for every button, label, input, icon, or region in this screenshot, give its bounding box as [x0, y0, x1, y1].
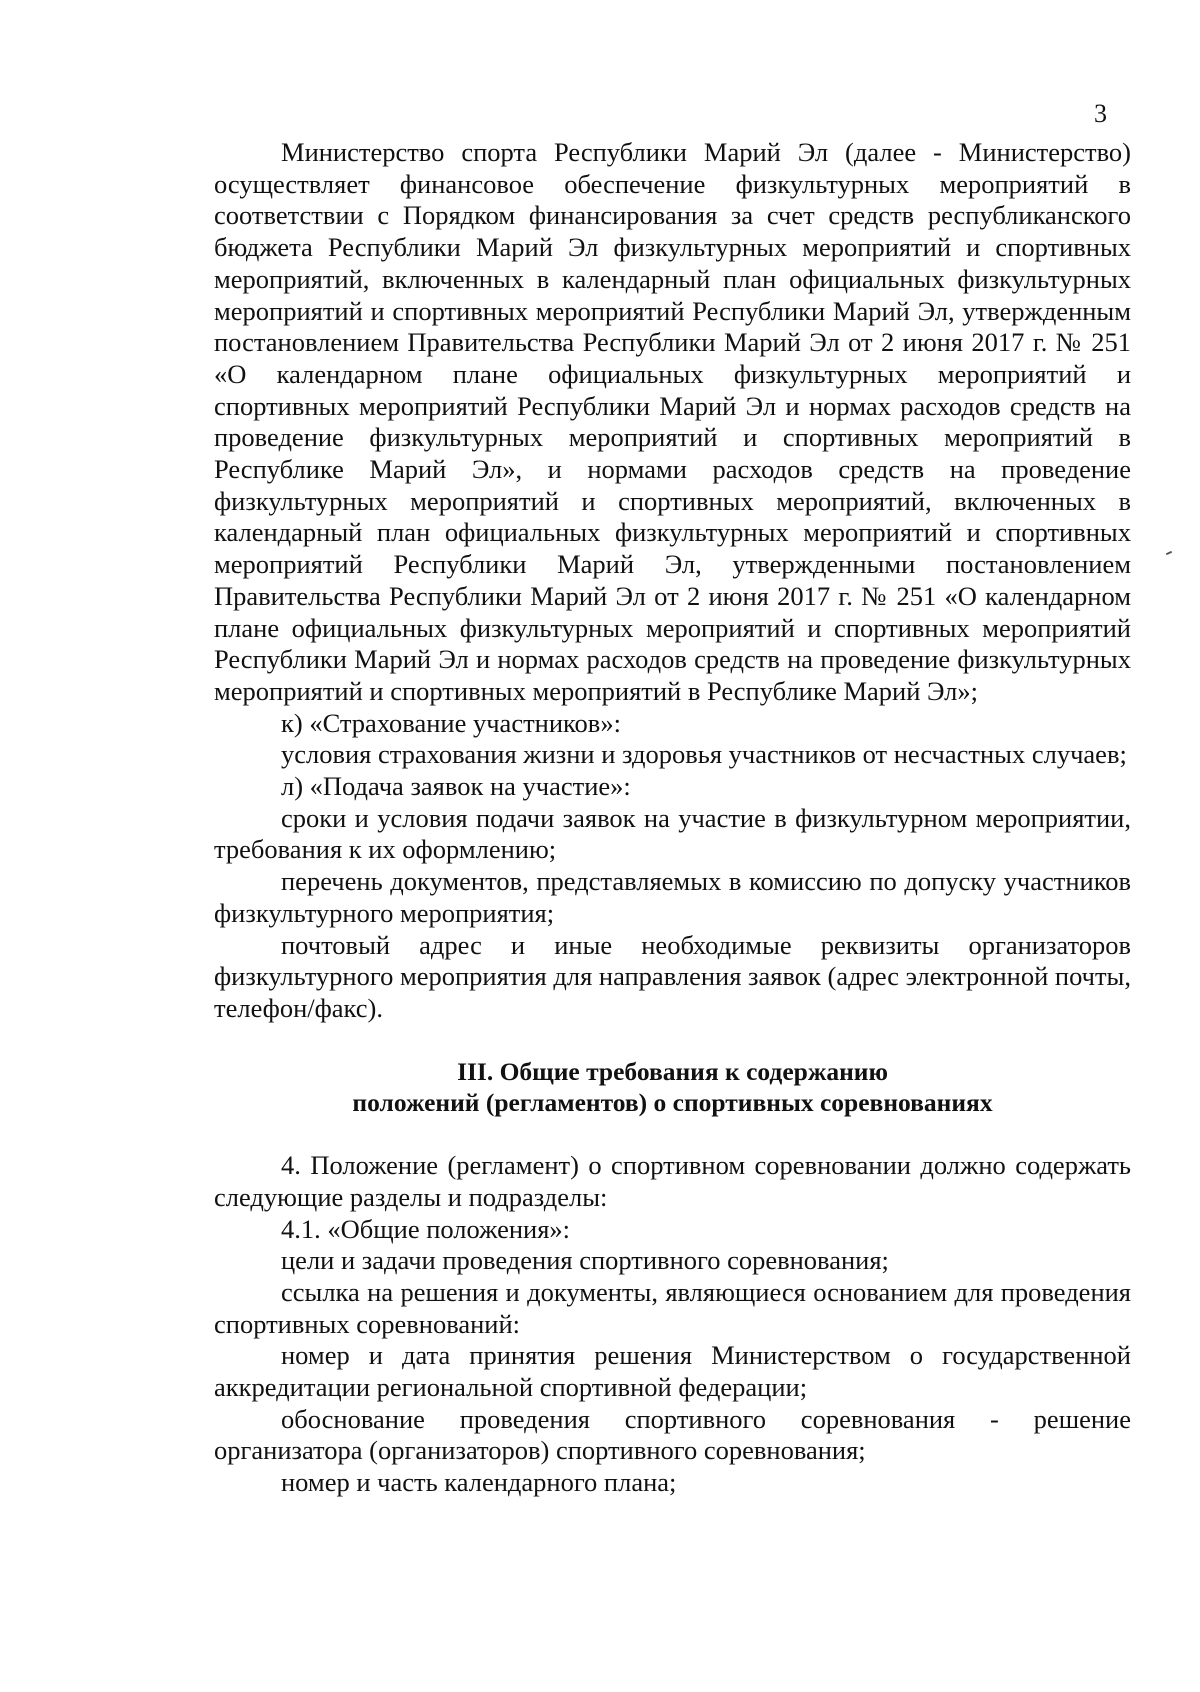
paragraph-calendar-plan: номер и часть календарного плана;	[281, 1467, 677, 1498]
paragraph-4-1: 4.1. «Общие положения»:	[281, 1213, 571, 1244]
item-l-heading: л) «Подача заявок на участие»:	[281, 771, 631, 802]
paragraph-financing: Министерство спорта Республики Марий Эл (далее - Министерство) осуществляет финансовое обеспечение физкультурных мероприятий в соответствии с Порядком финансирования за счет средств республиканского бюджета Республики Марий Эл физкультурных мероприятий и спортивных мероприятий, включенных в календарный план официальных физкультурных мероприятий и спортивных мероприятий Республики Марий Эл, утвержденным постановлением Правительства Республики Марий Эл от 2 июня 2017 г. № 251 «О календарном плане официальных физкультурных мероприятий и спортивных мероприятий Республики Марий Эл и нормах расходов средств на проведение физкультурных мероприятий и спортивных мероприятий в Республике Марий Эл», и нормами расходов средств на проведение физкультурных мероприятий и спортивных мероприятий, включенных в календарный план официальных физкультурных мероприятий и спортивных мероприятий Республики Марий Эл, утвержденными постановлением Правительства Республики Марий Эл от 2 июня 2017 г. № 251 «О календарном плане официальных физкультурных мероприятий и спортивных мероприятий Республики Марий Эл и нормах расходов средств на проведение физкультурных мероприятий и спортивных мероприятий в Республике Марий Эл»;	[214, 137, 1131, 706]
paragraph-postal-address: почтовый адрес и иные необходимые реквизиты организаторов физкультурного мероприятия для направления заявок (адрес электронной почты, телефон/факс).	[214, 929, 1131, 1023]
item-k-heading: к) «Страхование участников»:	[281, 707, 621, 738]
paragraph-basis-reference: ссылка на решения и документы, являющиеся основанием для проведения спортивных соревнований:	[214, 1276, 1131, 1339]
paragraph-application-terms: сроки и условия подачи заявок на участие в физкультурном мероприятии, требования к их оформлению;	[214, 802, 1131, 865]
paragraph-goals: цели и задачи проведения спортивного соревнования;	[281, 1245, 889, 1276]
paragraph-insurance: условия страхования жизни и здоровья участников от несчастных случаев;	[281, 739, 1127, 770]
margin-mark	[1166, 551, 1172, 555]
paragraph-justification: обоснование проведения спортивного соревнования - решение организатора (организаторов) спортивного соревнования;	[214, 1403, 1131, 1466]
paragraph-accreditation: номер и дата принятия решения Министерством о государственной аккредитации региональной спортивной федерации;	[214, 1340, 1131, 1403]
paragraph-4: 4. Положение (регламент) о спортивном соревновании должно содержать следующие разделы и подразделы:	[214, 1150, 1131, 1212]
page-number: 3	[1094, 99, 1107, 128]
section-heading-line-2: положений (регламентов) о спортивных соревнованиях	[352, 1088, 993, 1118]
section-heading-line-1: III. Общие требования к содержанию	[457, 1056, 888, 1086]
paragraph-document-list: перечень документов, представляемых в комиссию по допуску участников физкультурного мероприятия;	[214, 866, 1131, 928]
document-body	[214, 137, 1131, 1499]
